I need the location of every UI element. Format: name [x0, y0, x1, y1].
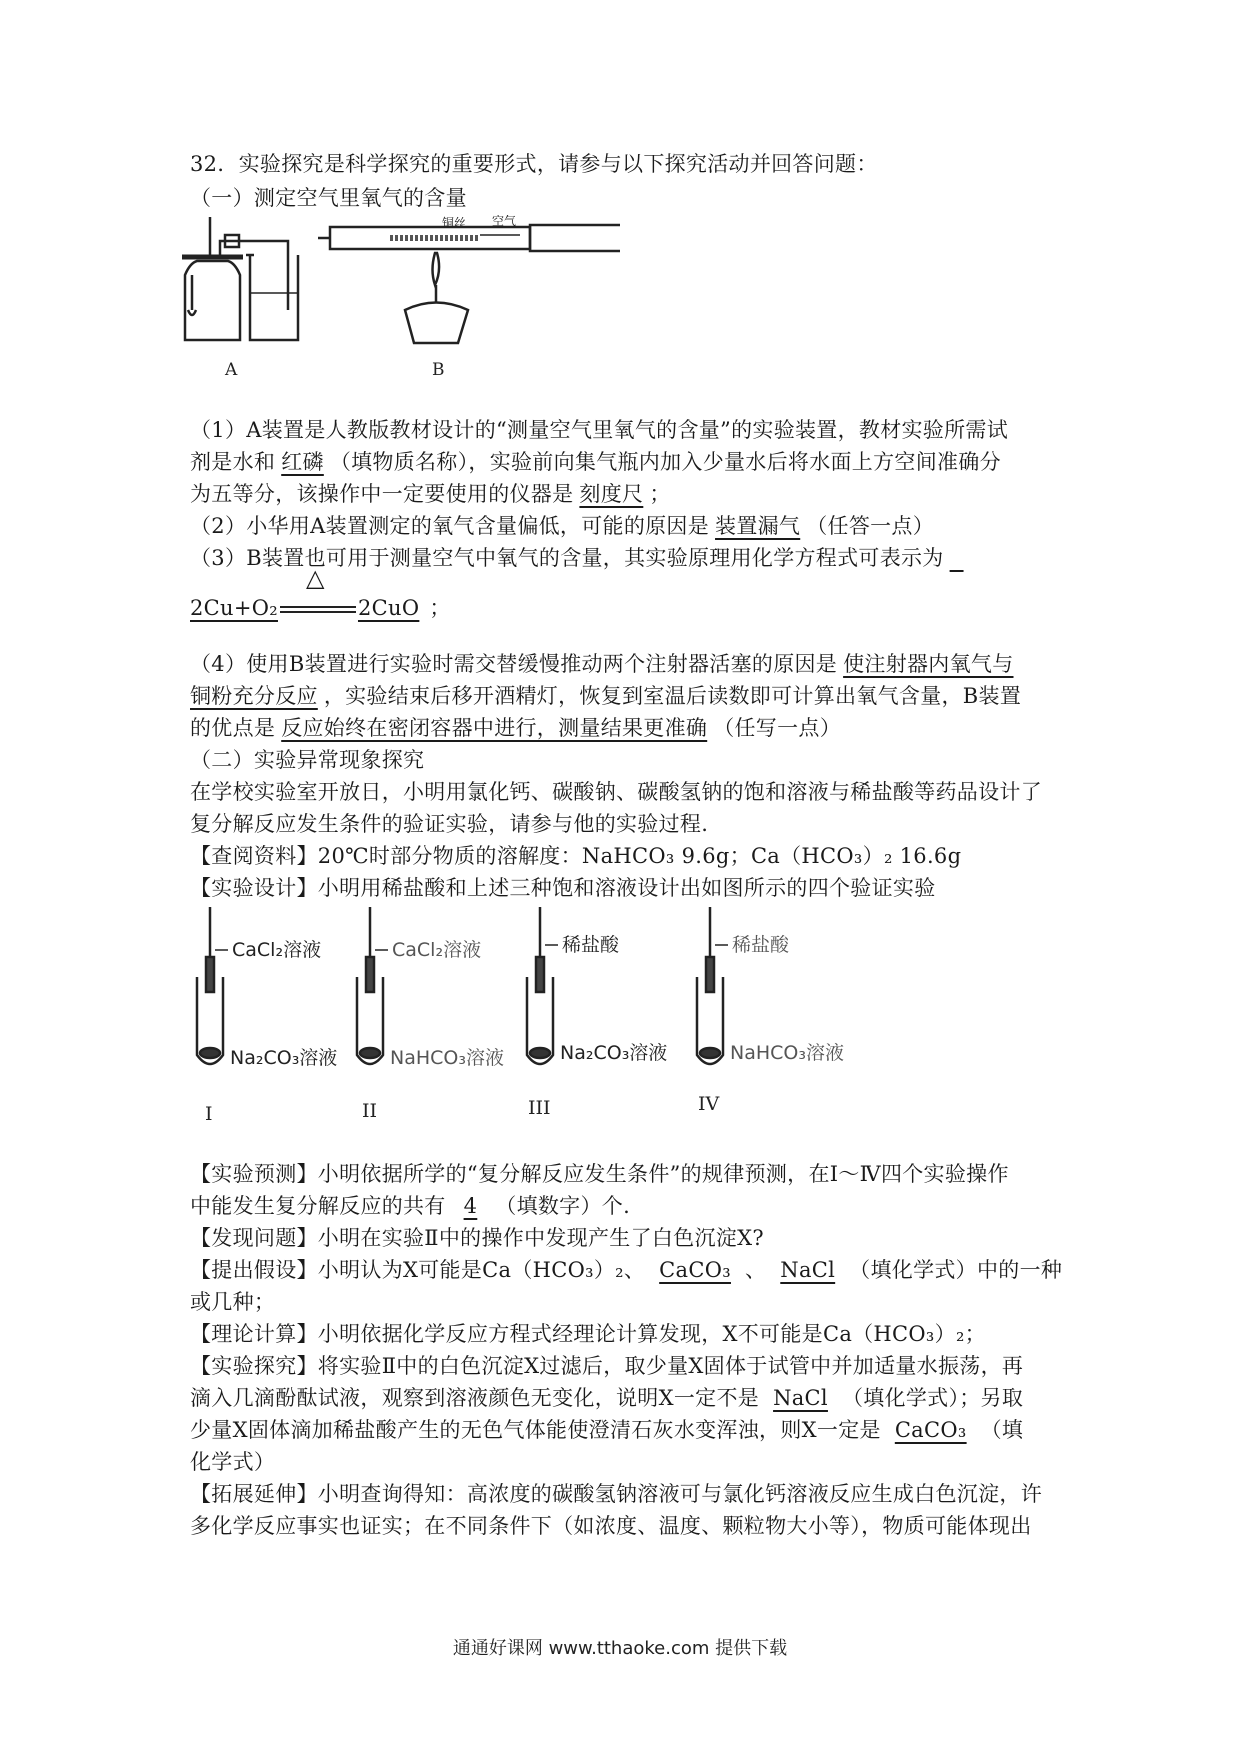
- answer-syringe-a: 使注射器内氧气与: [843, 652, 1014, 676]
- heat-symbol: △: [305, 564, 325, 592]
- answer-count: 4: [463, 1194, 478, 1218]
- part2-title: （二）实验异常现象探究: [190, 748, 425, 772]
- q4-line2: 铜粉充分反应 ，实验结束后移开酒精灯，恢复到室温后读数即可计算出氧气含量，B装置: [190, 684, 1022, 708]
- part2-intro2: 复分解反应发生条件的验证实验，请参与他的实验过程.: [190, 812, 709, 836]
- tube3-number: III: [528, 1097, 551, 1119]
- tube2-number: II: [362, 1100, 378, 1122]
- prediction-line1: 【实验预测】小明依据所学的“复分解反应发生条件”的规律预测，在Ⅰ～Ⅳ四个实验操作: [190, 1162, 1009, 1186]
- tube-2: [357, 907, 383, 1064]
- tube1-number: I: [205, 1103, 213, 1125]
- answer-not-nacl: NaCl: [773, 1386, 828, 1410]
- reference-data: 【查阅资料】20℃时部分物质的溶解度：NaHCO₃ 9.6g；Ca（HCO₃）₂ 16.6g: [190, 844, 962, 868]
- tube-1: [197, 907, 223, 1064]
- figure-b-label: B: [432, 360, 445, 380]
- tube4-top-label: 稀盐酸: [732, 934, 790, 956]
- found-problem: 【发现问题】小明在实验Ⅱ中的操作中发现产生了白色沉淀X?: [190, 1226, 764, 1250]
- answer-is-caco3: CaCO₃: [894, 1418, 967, 1442]
- part2-intro1: 在学校实验室开放日，小明用氯化钙、碳酸钠、碳酸氢钠的饱和溶液与稀盐酸等药品设计了: [190, 780, 1042, 804]
- footer-source: 通通好课网 www.tthaoke.com 提供下载: [452, 1638, 788, 1659]
- design-line: 【实验设计】小明用稀盐酸和上述三种饱和溶液设计出如图所示的四个验证实验: [190, 876, 936, 900]
- question-intro: 32．实验探究是科学探究的重要形式，请参与以下探究活动并回答问题：: [190, 152, 878, 176]
- tube-3: [527, 907, 553, 1064]
- test-tube-figure: [180, 905, 880, 1135]
- calculation-line: 【理论计算】小明依据化学反应方程式经理论计算发现，X不可能是Ca（HCO₃）₂；: [190, 1322, 986, 1346]
- q1-line3: 为五等分，该操作中一定要使用的仪器是 刻度尺 ；: [190, 482, 671, 506]
- extension-line1: 【拓展延伸】小明查询得知：高浓度的碳酸氢钠溶液可与氯化钙溶液反应生成白色沉淀，许: [190, 1482, 1042, 1506]
- answer-red-phosphorus: 红磷: [281, 450, 324, 474]
- q1-line2: 剂是水和 红磷 （填物质名称），实验前向集气瓶内加入少量水后将水面上方空间准确分: [190, 450, 1001, 474]
- copper-label: 铜丝: [442, 216, 467, 230]
- part1-title: （一）测定空气里氧气的含量: [190, 186, 467, 210]
- prediction-line2: 中能发生复分解反应的共有 4 （填数字）个.: [190, 1194, 631, 1218]
- answer-advantage: 反应始终在密闭容器中进行，测量结果更准确: [281, 716, 708, 740]
- q1-line1: （1）A装置是人教版教材设计的“测量空气里氧气的含量”的实验装置，教材实验所需试: [190, 418, 1008, 442]
- tube1-bottom-label: Na₂CO₃溶液: [230, 1047, 338, 1069]
- tube2-top-label: CaCl₂溶液: [392, 939, 482, 961]
- experiment-line1: 【实验探究】将实验Ⅱ中的白色沉淀X过滤后，取少量X固体于试管中并加适量水振荡，再: [190, 1354, 1024, 1378]
- tube2-bottom-label: NaHCO₃溶液: [390, 1047, 504, 1069]
- experiment-line4: 化学式）: [190, 1450, 276, 1474]
- equation-left: 2Cu+O₂: [190, 596, 278, 620]
- answer-leak: 装置漏气: [715, 514, 801, 538]
- hypothesis-line2: 或几种；: [190, 1290, 276, 1314]
- figure-a-label: A: [225, 360, 238, 380]
- extension-line2: 多化学反应事实也证实；在不同条件下（如浓度、温度、颗粒物大小等），物质可能体现出: [190, 1514, 1032, 1538]
- equation-line: 2Cu+O₂ △ 2CuO ；: [190, 564, 451, 620]
- tube3-bottom-label: Na₂CO₃溶液: [560, 1042, 668, 1064]
- q3-line: （3）B装置也可用于测量空气中氧气的含量，其实验原理用化学方程式可表示为: [190, 546, 944, 570]
- tube-4: [697, 907, 723, 1064]
- answer-ruler: 刻度尺: [579, 482, 644, 506]
- air-label: 空气: [492, 215, 517, 228]
- tube3-top-label: 稀盐酸: [562, 934, 620, 956]
- tube4-number: IV: [698, 1093, 720, 1115]
- q4-line3: 的优点是 反应始终在密闭容器中进行，测量结果更准确 （任写一点）: [190, 716, 842, 740]
- q2-line: （2）小华用A装置测定的氧气含量偏低，可能的原因是 装置漏气 （任答一点）: [190, 514, 935, 538]
- tube1-top-label: CaCl₂溶液: [232, 939, 322, 961]
- hypothesis-line1: 【提出假设】小明认为X可能是Ca（HCO₃）₂、 CaCO₃ 、 NaCl （填化学式）中的一种: [190, 1258, 1063, 1282]
- answer-syringe-b: 铜粉充分反应: [190, 684, 318, 708]
- answer-nacl: NaCl: [780, 1258, 836, 1282]
- answer-caco3: CaCO₃: [659, 1258, 731, 1282]
- apparatus-figure-ab: [180, 215, 620, 385]
- experiment-line2: 滴入几滴酚酞试液，观察到溶液颜色无变化，说明X一定不是 NaCl （填化学式）；另取: [190, 1386, 1024, 1410]
- q4-line1: （4）使用B装置进行实验时需交替缓慢推动两个注射器活塞的原因是 使注射器内氧气与: [190, 648, 1060, 680]
- tube4-bottom-label: NaHCO₃溶液: [730, 1042, 844, 1064]
- equation-right: 2CuO: [357, 596, 420, 620]
- experiment-line3: 少量X固体滴加稀盐酸产生的无色气体能使澄清石灰水变浑浊，则X一定是 CaCO₃ （填: [190, 1418, 1024, 1442]
